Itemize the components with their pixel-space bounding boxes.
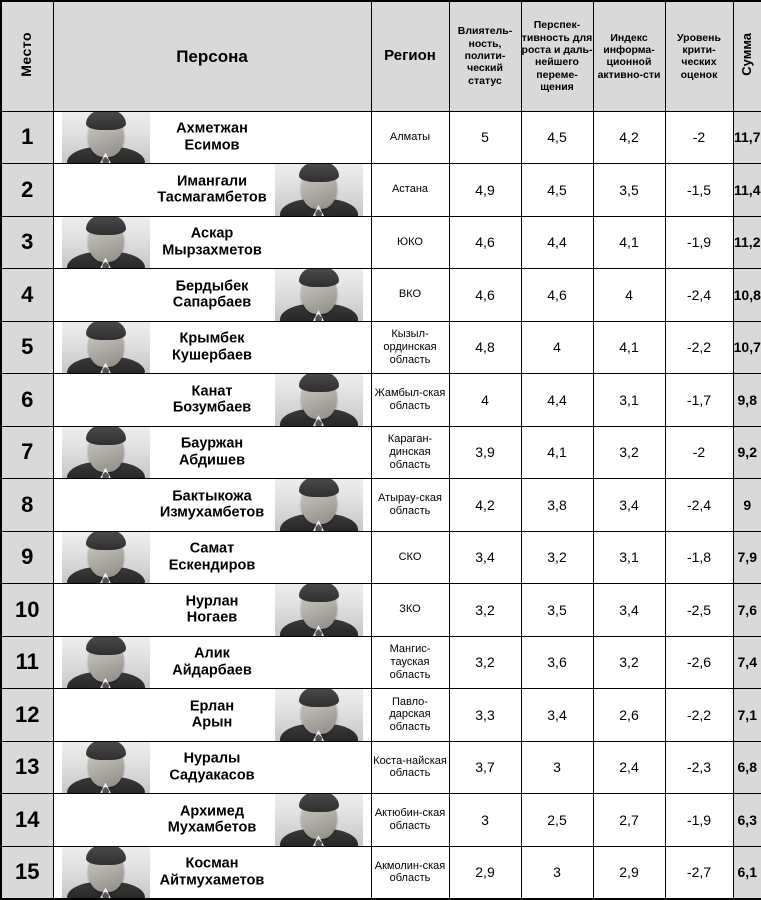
rank-place-cell: 13 (1, 741, 53, 794)
sum-cell: 6,1 (733, 846, 761, 899)
sum-cell: 6,3 (733, 794, 761, 847)
region-cell: Атырау-ская область (371, 479, 449, 532)
table-row (1, 164, 761, 217)
table-row (1, 321, 761, 374)
column-header-criticism: Уровень крити-ческих оценок (665, 1, 733, 111)
person-cell (53, 741, 371, 794)
person-cell (53, 689, 371, 742)
photo-hair (299, 164, 339, 183)
region-cell: СКО (371, 531, 449, 584)
rank-place-cell: 9 (1, 531, 53, 584)
sum-cell: 11,2 (733, 216, 761, 269)
person-name-line2: Тасмагамбетов (157, 189, 267, 206)
person-cell (53, 794, 371, 847)
person-name-line1: Бактыкожа (172, 488, 252, 505)
person-name-line2: Арын (191, 714, 233, 731)
person-wrapper (54, 374, 371, 426)
photo-hair (299, 689, 339, 708)
person-name-line2: Есимов (184, 137, 240, 154)
person-wrapper (54, 217, 371, 269)
metric-prospects-cell: 3 (521, 846, 593, 899)
rank-place-cell: 8 (1, 479, 53, 532)
region-cell: Астана (371, 164, 449, 217)
metric-influence-cell: 5 (449, 111, 521, 164)
rank-place-cell: 10 (1, 584, 53, 637)
person-photo (62, 531, 150, 584)
metric-criticism-cell: -1,9 (665, 794, 733, 847)
person-cell (53, 321, 371, 374)
person-photo (275, 584, 363, 637)
sum-cell: 11,7 (733, 111, 761, 164)
region-cell: Алматы (371, 111, 449, 164)
metric-influence-cell: 4,2 (449, 479, 521, 532)
table-row (1, 531, 761, 584)
person-wrapper (54, 847, 371, 899)
metric-prospects-cell: 4,4 (521, 374, 593, 427)
metric-influence-cell: 4 (449, 374, 521, 427)
region-cell: Коста-найская область (371, 741, 449, 794)
person-cell (53, 426, 371, 479)
photo-hair (86, 531, 126, 550)
person-photo (62, 216, 150, 269)
rank-place-cell: 15 (1, 846, 53, 899)
person-cell (53, 584, 371, 637)
table-row (1, 374, 761, 427)
region-cell: Акмолин-ская область (371, 846, 449, 899)
metric-criticism-cell: -2 (665, 111, 733, 164)
metric-media-index-cell: 4,1 (593, 216, 665, 269)
metric-prospects-cell: 3,8 (521, 479, 593, 532)
person-name-line2: Сапарбаев (172, 294, 252, 311)
metric-influence-cell: 4,8 (449, 321, 521, 374)
person-photo (275, 479, 363, 532)
sum-cell: 9,8 (733, 374, 761, 427)
person-wrapper (54, 794, 371, 846)
table-row (1, 846, 761, 899)
metric-prospects-cell: 4,5 (521, 164, 593, 217)
metric-prospects-cell: 3,5 (521, 584, 593, 637)
person-wrapper (54, 322, 371, 374)
metric-prospects-cell: 4,4 (521, 216, 593, 269)
table-row (1, 216, 761, 269)
rank-place-cell: 6 (1, 374, 53, 427)
metric-prospects-cell: 2,5 (521, 794, 593, 847)
photo-hair (86, 741, 126, 760)
sum-cell: 7,6 (733, 584, 761, 637)
person-name-line1: Крымбек (179, 330, 245, 347)
sum-cell: 9 (733, 479, 761, 532)
metric-criticism-cell: -2,2 (665, 321, 733, 374)
column-header-region: Регион (371, 1, 449, 111)
person-photo (275, 374, 363, 427)
person-name-line1: Нуралы (183, 750, 241, 767)
metric-media-index-cell: 3,1 (593, 374, 665, 427)
person-name-line1: Бауржан (180, 435, 244, 452)
rank-place-cell: 11 (1, 636, 53, 689)
metric-media-index-cell: 3,2 (593, 636, 665, 689)
person-name-line2: Садуакасов (169, 767, 255, 784)
metric-media-index-cell: 2,6 (593, 689, 665, 742)
photo-hair (299, 269, 339, 288)
metric-criticism-cell: -1,7 (665, 374, 733, 427)
photo-hair (299, 374, 339, 393)
metric-prospects-cell: 4,6 (521, 269, 593, 322)
photo-hair (299, 794, 339, 813)
metric-influence-cell: 3,9 (449, 426, 521, 479)
table-body (1, 111, 761, 899)
table-row (1, 479, 761, 532)
sum-cell: 7,1 (733, 689, 761, 742)
region-cell: Мангис-тауская область (371, 636, 449, 689)
metric-influence-cell: 4,9 (449, 164, 521, 217)
metric-criticism-cell: -2,5 (665, 584, 733, 637)
metric-media-index-cell: 4,1 (593, 321, 665, 374)
table-row (1, 111, 761, 164)
person-name-line2: Бозумбаев (172, 399, 252, 416)
person-cell (53, 636, 371, 689)
person-photo (62, 111, 150, 164)
metric-influence-cell: 3,4 (449, 531, 521, 584)
metric-media-index-cell: 4,2 (593, 111, 665, 164)
metric-influence-cell: 3,3 (449, 689, 521, 742)
metric-criticism-cell: -2 (665, 426, 733, 479)
metric-criticism-cell: -2,4 (665, 479, 733, 532)
person-wrapper (54, 479, 371, 531)
column-header-place-label: Место (18, 32, 35, 77)
column-header-influence: Влиятель-ность, полити-ческий статус (449, 1, 521, 111)
metric-prospects-cell: 3,4 (521, 689, 593, 742)
person-cell (53, 111, 371, 164)
person-name-line1: Архимед (179, 803, 245, 820)
person-photo (62, 426, 150, 479)
table-row (1, 689, 761, 742)
column-header-prospects: Перспек-тивность для роста и даль-нейшего переме-щения (521, 1, 593, 111)
header-row (1, 1, 761, 111)
photo-hair (86, 846, 126, 865)
metric-media-index-cell: 3,1 (593, 531, 665, 584)
person-wrapper (54, 112, 371, 164)
sum-cell: 7,4 (733, 636, 761, 689)
person-name-line2: Айдарбаев (172, 662, 252, 679)
person-name-line2: Айтмухаметов (159, 872, 265, 889)
sum-cell: 10,7 (733, 321, 761, 374)
person-name-line1: Ахметжан (176, 120, 248, 137)
photo-hair (299, 584, 339, 603)
person-wrapper (54, 584, 371, 636)
photo-hair (299, 479, 339, 498)
region-cell: ЗКО (371, 584, 449, 637)
person-wrapper (54, 427, 371, 479)
metric-influence-cell: 4,6 (449, 269, 521, 322)
rank-place-cell: 4 (1, 269, 53, 322)
table-row (1, 426, 761, 479)
table-row (1, 269, 761, 322)
person-name-line1: Канат (191, 383, 233, 400)
table-header (1, 1, 761, 111)
metric-influence-cell: 2,9 (449, 846, 521, 899)
metric-criticism-cell: -1,5 (665, 164, 733, 217)
metric-prospects-cell: 4,1 (521, 426, 593, 479)
person-wrapper (54, 742, 371, 794)
person-photo (62, 636, 150, 689)
metric-influence-cell: 3,2 (449, 584, 521, 637)
rank-place-cell: 12 (1, 689, 53, 742)
rank-place-cell: 1 (1, 111, 53, 164)
person-wrapper (54, 689, 371, 741)
person-name-line1: Алик (194, 645, 230, 662)
person-name-line1: Бердыбек (175, 278, 249, 295)
region-cell: ЮКО (371, 216, 449, 269)
metric-influence-cell: 3 (449, 794, 521, 847)
metric-influence-cell: 3,2 (449, 636, 521, 689)
metric-criticism-cell: -1,9 (665, 216, 733, 269)
rank-place-cell: 3 (1, 216, 53, 269)
photo-hair (86, 111, 126, 130)
person-name-line1: Имангали (176, 173, 247, 190)
person-name-line2: Мухамбетов (167, 819, 257, 836)
table-row (1, 741, 761, 794)
person-name-line2: Кушербаев (172, 347, 252, 364)
metric-criticism-cell: -2,3 (665, 741, 733, 794)
photo-hair (86, 216, 126, 235)
person-cell (53, 374, 371, 427)
metric-media-index-cell: 2,7 (593, 794, 665, 847)
person-wrapper (54, 164, 371, 216)
person-cell (53, 531, 371, 584)
region-cell: Кызыл-ординская область (371, 321, 449, 374)
person-photo (275, 164, 363, 217)
person-name-line2: Измухамбетов (159, 504, 265, 521)
sum-cell: 11,4 (733, 164, 761, 217)
person-photo (62, 846, 150, 899)
metric-prospects-cell: 4,5 (521, 111, 593, 164)
person-name-line1: Косман (185, 855, 239, 872)
region-cell: Караган-динская область (371, 426, 449, 479)
metric-prospects-cell: 3 (521, 741, 593, 794)
person-name-line1: Самат (189, 540, 235, 557)
region-cell: Актюбин-ская область (371, 794, 449, 847)
sum-cell: 7,9 (733, 531, 761, 584)
column-header-media-index: Индекс информа-ционной активно-сти (593, 1, 665, 111)
metric-influence-cell: 3,7 (449, 741, 521, 794)
person-name-line2: Ескендиров (168, 557, 256, 574)
metric-media-index-cell: 4 (593, 269, 665, 322)
metric-criticism-cell: -2,7 (665, 846, 733, 899)
person-cell (53, 216, 371, 269)
person-name-line1: Аскар (190, 225, 234, 242)
sum-cell: 9,2 (733, 426, 761, 479)
table-row (1, 584, 761, 637)
person-photo (62, 741, 150, 794)
column-header-place (1, 1, 53, 111)
metric-media-index-cell: 3,2 (593, 426, 665, 479)
sum-cell: 6,8 (733, 741, 761, 794)
metric-prospects-cell: 3,6 (521, 636, 593, 689)
rank-place-cell: 14 (1, 794, 53, 847)
metric-criticism-cell: -2,6 (665, 636, 733, 689)
person-cell (53, 164, 371, 217)
region-cell: Павло-дарская область (371, 689, 449, 742)
person-name-line1: Нурлан (185, 593, 239, 610)
person-photo (275, 794, 363, 847)
photo-hair (86, 426, 126, 445)
metric-media-index-cell: 3,4 (593, 479, 665, 532)
rank-place-cell: 2 (1, 164, 53, 217)
table-row (1, 636, 761, 689)
person-name-line2: Мырзахметов (162, 242, 262, 259)
column-header-sum-label: Сумма (738, 33, 754, 76)
metric-criticism-cell: -2,2 (665, 689, 733, 742)
rank-place-cell: 7 (1, 426, 53, 479)
person-wrapper (54, 637, 371, 689)
photo-hair (86, 321, 126, 340)
person-wrapper (54, 532, 371, 584)
person-name-line2: Абдишев (178, 452, 246, 469)
metric-media-index-cell: 2,9 (593, 846, 665, 899)
person-name-line1: Ерлан (189, 698, 235, 715)
person-photo (275, 689, 363, 742)
metric-criticism-cell: -1,8 (665, 531, 733, 584)
person-cell (53, 269, 371, 322)
rank-place-cell: 5 (1, 321, 53, 374)
metric-media-index-cell: 3,5 (593, 164, 665, 217)
person-photo (62, 321, 150, 374)
sum-cell: 10,8 (733, 269, 761, 322)
metric-influence-cell: 4,6 (449, 216, 521, 269)
person-cell (53, 479, 371, 532)
column-header-sum (733, 1, 761, 111)
column-header-person: Персона (53, 1, 371, 111)
photo-hair (86, 636, 126, 655)
region-cell: Жамбыл-ская область (371, 374, 449, 427)
metric-media-index-cell: 3,4 (593, 584, 665, 637)
person-wrapper (54, 269, 371, 321)
person-cell (53, 846, 371, 899)
metric-media-index-cell: 2,4 (593, 741, 665, 794)
person-photo (275, 269, 363, 322)
person-name-line2: Ногаев (186, 609, 238, 626)
metric-prospects-cell: 3,2 (521, 531, 593, 584)
metric-prospects-cell: 4 (521, 321, 593, 374)
region-cell: ВКО (371, 269, 449, 322)
metric-criticism-cell: -2,4 (665, 269, 733, 322)
table-row (1, 794, 761, 847)
